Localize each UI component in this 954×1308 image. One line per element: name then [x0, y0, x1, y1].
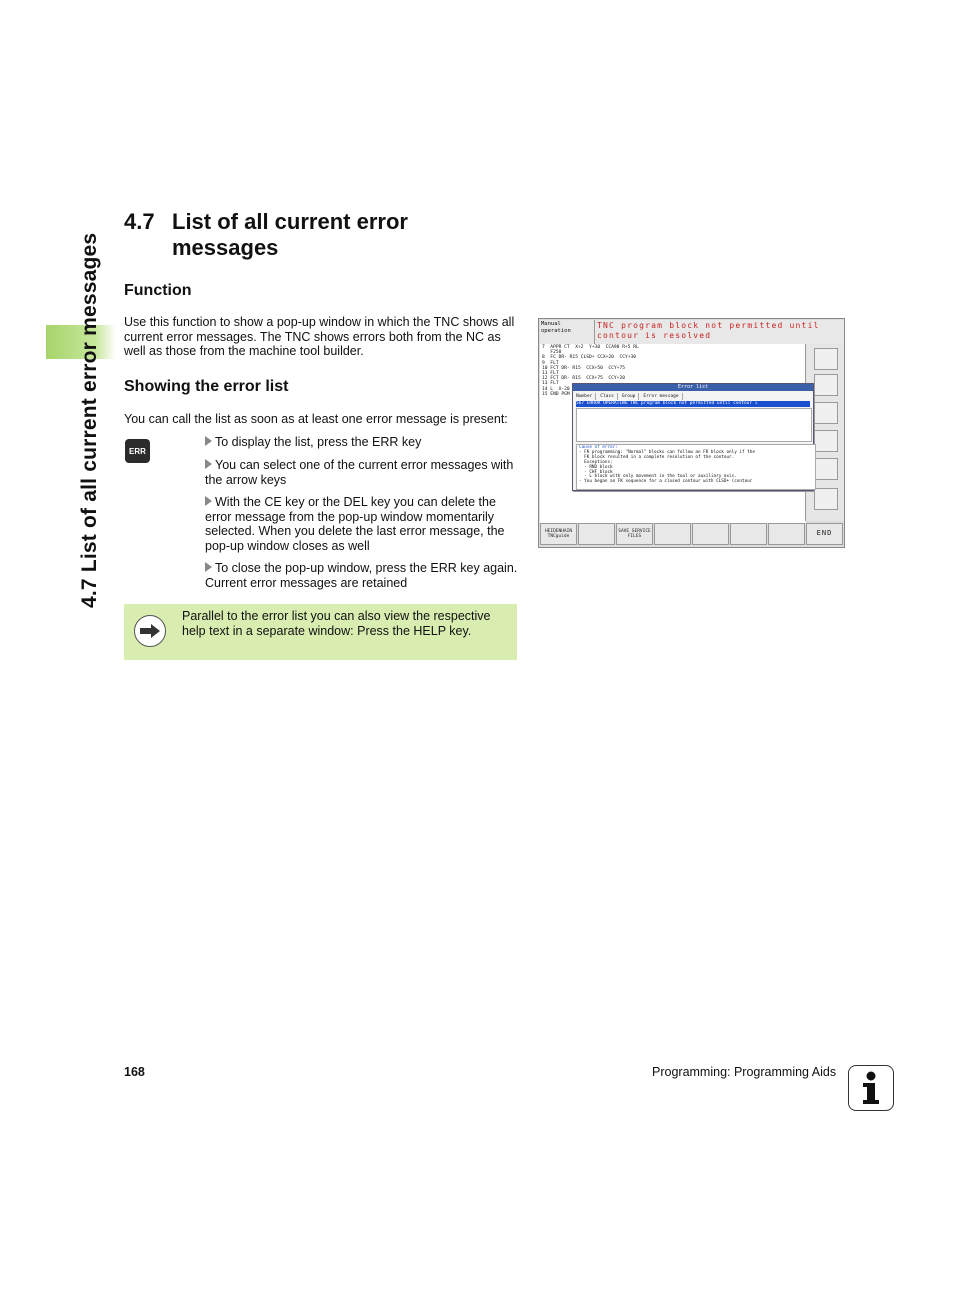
column-header: Error message: [643, 393, 682, 400]
cause-of-error-panel: [576, 444, 816, 490]
arrow-right-icon: [134, 615, 166, 647]
dialog-title: Error list: [573, 384, 813, 391]
minus-icon: [814, 488, 838, 510]
softkey-end: END: [806, 523, 843, 545]
selected-error-row: 567 ERROR OPERATING TNC program block not permitted until contour i: [576, 401, 810, 407]
step-item: [205, 495, 520, 553]
spindle-icon: [814, 458, 838, 480]
tnc-screenshot: [538, 318, 845, 548]
tnc-program-listing: 7 APPR CT X+2 Y+30 CCA90 R+5 RL F250 8 FC DR- R15 CLSD+ CCX+20 CCY+30 9 FLT 10 FCT DR- R15 CCX+50 CCY+75 11 FLT 12 FCT DR- R15 CCX+75 CCY+20 13 FLT 14 L X-20 15 END PGM: [540, 344, 806, 523]
section-heading: List of all current error messages: [172, 209, 408, 260]
machine-icon: [814, 348, 838, 370]
cause-title: Cause of error:: [579, 445, 618, 450]
override-icon: [814, 402, 838, 424]
column-header: Class: [600, 393, 618, 400]
triangle-bullet-icon: [205, 436, 212, 446]
softkey-empty: [730, 523, 767, 545]
softkey-tncguide: HEIDENHAIN TNCguide: [540, 523, 577, 545]
step-item: [205, 435, 520, 450]
tool-icon: [814, 374, 838, 396]
info-icon: [848, 1065, 894, 1111]
tnc-mode-label: Manual operation: [540, 320, 595, 344]
column-header: Number: [576, 393, 596, 400]
section-title: [124, 209, 492, 261]
showing-heading: Showing the error list: [124, 378, 289, 395]
step-text: To display the list, press the ERR key: [215, 435, 422, 449]
footer-chapter: Programming: Programming Aids: [652, 1065, 837, 1079]
softkey-empty: [768, 523, 805, 545]
section-number: 4.7: [124, 209, 155, 234]
triangle-bullet-icon: [205, 459, 212, 469]
function-heading: Function: [124, 282, 192, 299]
side-tab-title: 4.7 List of all current error messages: [78, 232, 101, 608]
showing-intro: You can call the list as soon as at least one error message is present:: [124, 412, 508, 426]
step-item: [205, 561, 520, 590]
softkey-empty: [654, 523, 691, 545]
step-text: You can select one of the current error messages with the arrow keys: [205, 458, 514, 487]
softkey-empty: [578, 523, 615, 545]
tnc-error-message: TNC program block not permitted until contour is resolved: [595, 320, 845, 344]
function-paragraph: Use this function to show a pop-up window in which the TNC shows all current error messages. The TNC shows errors both from the NC as well as those from the machine tool builder.: [124, 315, 515, 358]
column-header: Group: [622, 393, 640, 400]
triangle-bullet-icon: [205, 562, 212, 572]
plus-icon: [814, 430, 838, 452]
softkey-save-service-files: SAVE SERVICE FILES: [616, 523, 653, 545]
note-text: Parallel to the error list you can also view the respective help text in a separate window: Press the HELP key.: [182, 609, 491, 638]
error-list-area: [576, 408, 812, 442]
cause-text: - FK programming: "Normal" blocks can follow an FK block only if the FK block resulted in a complete resolution of the contour. Exceptions: - RND block - CHF block - L block with only movement in the tool or auxiliary axis. - You began an FK sequence for a closed contour with CLSD+ (contour: [579, 449, 755, 485]
step-item: [205, 458, 520, 487]
error-list-dialog: [572, 383, 814, 491]
err-key-icon: [125, 439, 150, 463]
tnc-softkey-row: [540, 523, 843, 545]
softkey-empty: [692, 523, 729, 545]
step-text: With the CE key or the DEL key you can delete the error message from the pop-up window momentarily selected. When you delete the last error message, the pop-up window closes as well: [205, 495, 505, 553]
step-text: To close the pop-up window, press the ERR key again. Current error messages are retained: [205, 561, 518, 590]
page-number: 168: [124, 1065, 145, 1079]
triangle-bullet-icon: [205, 496, 212, 506]
err-key-label: ERR: [129, 446, 146, 456]
dialog-columns: [576, 393, 810, 400]
